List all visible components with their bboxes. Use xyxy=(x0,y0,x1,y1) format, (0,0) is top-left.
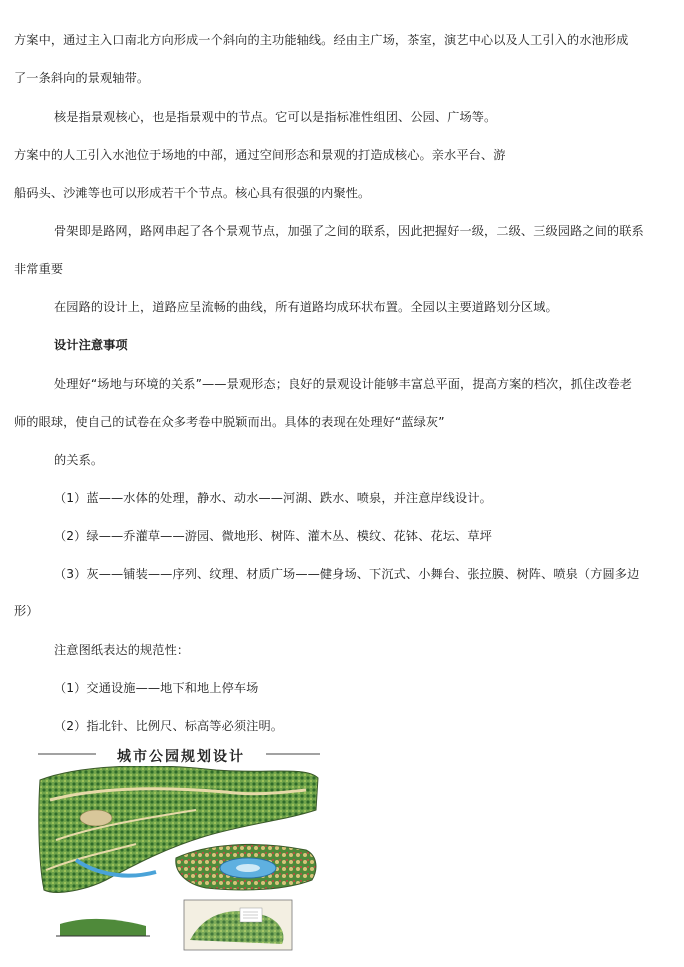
park-plan-drawing xyxy=(36,740,322,956)
paragraph-line: 的关系。 xyxy=(54,453,104,467)
paragraph-line: 方案中的人工引入水池位于场地的中部，通过空间形态和景观的打造成核心。亲水平台、游 xyxy=(14,148,506,162)
list-item: （2）绿——乔灌草——游园、微地形、树阵、灌木丛、模纹、花钵、花坛、草坪 xyxy=(54,529,492,543)
list-item: （1）交通设施——地下和地上停车场 xyxy=(54,681,259,695)
paragraph-line: 处理好“场地与环境的关系”——景观形态；良好的景观设计能够丰富总平面，提高方案的档次，抓住改卷老 xyxy=(54,377,633,391)
paragraph-line: 船码头、沙滩等也可以形成若干个节点。核心具有很强的内聚性。 xyxy=(14,186,371,200)
list-item: （1）蓝——水体的处理，静水、动水——河湖、跌水、喷泉，并注意岸线设计。 xyxy=(54,491,492,505)
paragraph-line: 师的眼球，使自己的试卷在众多考卷中脱颖而出。具体的表现在处理好“蓝绿灰” xyxy=(14,415,445,429)
paragraph-line: 核是指景观核心，也是指景观中的节点。它可以是指标准性组团、公园、广场等。 xyxy=(54,110,497,124)
figure-title: 城市公园规划设计 xyxy=(96,746,266,766)
list-item: （2）指北针、比例尺、标高等必须注明。 xyxy=(54,719,284,733)
paragraph-line: 注意图纸表达的规范性： xyxy=(54,643,190,657)
paragraph-line: 骨架即是路网，路网串起了各个景观节点，加强了之间的联系，因此把握好一级，二级、三级园路之间的联系 xyxy=(54,224,644,238)
section-heading: 设计注意事项 xyxy=(54,338,128,352)
paragraph-line: 了一条斜向的景观轴带。 xyxy=(14,71,150,85)
paragraph-line: 形） xyxy=(14,604,39,618)
paragraph-line: 方案中，通过主入口南北方向形成一个斜向的主功能轴线。经由主广场，茶室，演艺中心以及人工引入的水池形成 xyxy=(14,33,629,47)
paragraph-line: 在园路的设计上，道路应呈流畅的曲线，所有道路均成环状布置。全园以主要道路划分区域。 xyxy=(54,300,558,314)
park-plan-illustration xyxy=(36,740,322,956)
list-item: （3）灰——铺装——序列、纹理、材质广场——健身场、下沉式、小舞台、张拉膜、树阵、喷泉（方圆多边 xyxy=(54,567,640,581)
paragraph-line: 非常重要 xyxy=(14,262,64,276)
